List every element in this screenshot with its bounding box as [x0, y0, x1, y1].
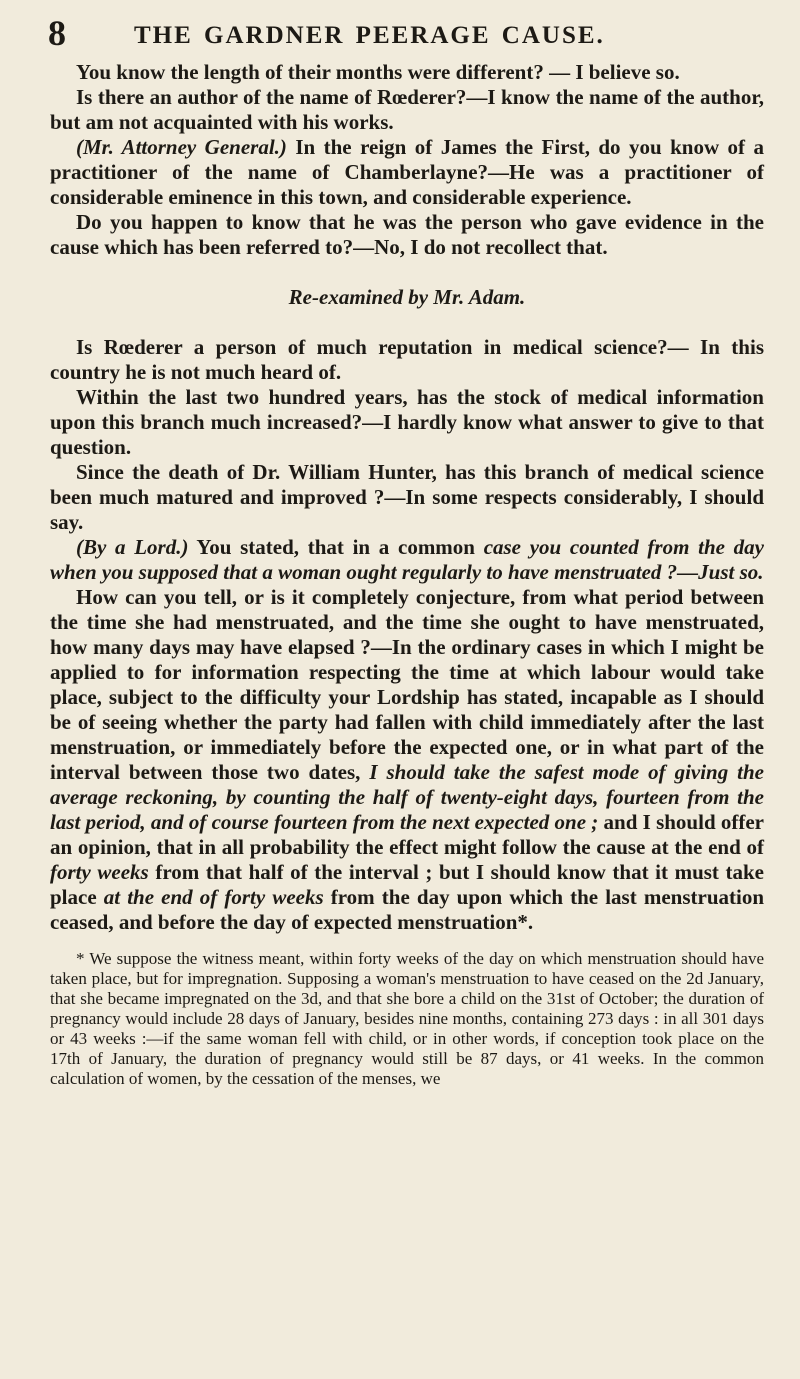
body-text	[50, 60, 764, 935]
paragraph-italic-text: case you counted from the day when you supposed that a woman ought regularly to have menstruated ?—Just so.	[50, 535, 764, 584]
paragraph-stock-information	[50, 385, 764, 460]
paragraph-roederer-author	[50, 85, 764, 135]
paragraph-months	[50, 60, 764, 85]
speaker-lord: (By a Lord.)	[76, 535, 189, 559]
running-head-title: THE GARDNER PEERAGE CAUSE.	[134, 22, 605, 49]
page-number: 8	[48, 13, 66, 53]
paragraph-text: Is there an author of the name of Rœderer?—I know the name of the author, but am not acquainted with his works.	[50, 85, 764, 134]
paragraph-text: from that half of the interval ; but I should know that it must take place	[50, 860, 764, 909]
paragraph-text: Within the last two hundred years, has the stock of medical information upon this branch much increased?—I hardly know what answer to give to that question.	[50, 385, 764, 459]
paragraph-evidence	[50, 210, 764, 260]
paragraph-italic-text: I should take the safest mode of giving the average reckoning, by counting the half of twenty-eight days, fourteen from the last period, and of course fourteen from the next expected one ;	[50, 760, 764, 834]
running-head	[50, 0, 764, 54]
paragraph-chamberlayne	[50, 135, 764, 210]
paragraph-text: You stated, that in a common	[188, 535, 484, 559]
footnote: * We suppose the witness meant, within forty weeks of the day on which menstruation should have taken place, but for impregnation. Supposing a woman's menstruation to have ceased on the 2d January, that she became impregnated on the 3d, and that she bore a child on the 31st of October; the duration of pregnancy would include 28 days of January, besides nine months, containing 273 days : in all 301 days or 43 weeks :—if the same woman fell with child, or in other words, if conception took place on the 17th of January, the duration of pregnancy would still be 87 days, or 41 weeks. In the common calculation of women, by the cessation of the menses, we	[50, 949, 764, 1088]
paragraph-text: In the reign of James the First, do you know of a practitioner of the name of Chamberlayne?—He was a practitioner of considerable eminence in this town, and considerable experience.	[50, 135, 764, 209]
paragraph-by-a-lord	[50, 535, 764, 585]
paragraph-text: Do you happen to know that he was the person who gave evidence in the cause which has been referred to?—No, I do not recollect that.	[50, 210, 764, 259]
paragraph-italic-text: at the end of forty weeks	[103, 885, 324, 909]
paragraph-conjecture	[50, 585, 764, 935]
section-heading: Re-examined by Mr. Adam.	[288, 285, 526, 309]
paragraph-text: How can you tell, or is it completely conjecture, from what period between the time she had menstruated, and the time she ought to have menstruated, how many days may have elapsed ?—In the ordinary cases in which I might be applied to for information respecting the time at which labour would take place, subject to the difficulty your Lordship has stated, incapable as I should be of seeing whether the party had fallen with child immediately after the last menstruation, or immediately before the expected one, or in what part of the interval between those two dates,	[50, 585, 764, 784]
paragraph-william-hunter	[50, 460, 764, 535]
speaker-attorney-general: (Mr. Attorney General.)	[76, 135, 287, 159]
paragraph-text: from the day upon which the last menstruation ceased, and before the day of expected menstruation*.	[50, 885, 765, 934]
paragraph-italic-text: forty weeks	[50, 860, 149, 884]
paragraph-text: Since the death of Dr. William Hunter, has this branch of medical science been much matured and improved ?—In some respects considerably, I should say.	[50, 460, 764, 534]
paragraph-reputation	[50, 335, 764, 385]
paragraph-text: Is Rœderer a person of much reputation in medical science?— In this country he is not much heard of.	[50, 335, 764, 384]
paragraph-text: You know the length of their months were different? — I believe so.	[76, 60, 680, 84]
paragraph-text: and I should offer an opinion, that in all probability the effect might follow the cause at the end of	[50, 810, 764, 859]
